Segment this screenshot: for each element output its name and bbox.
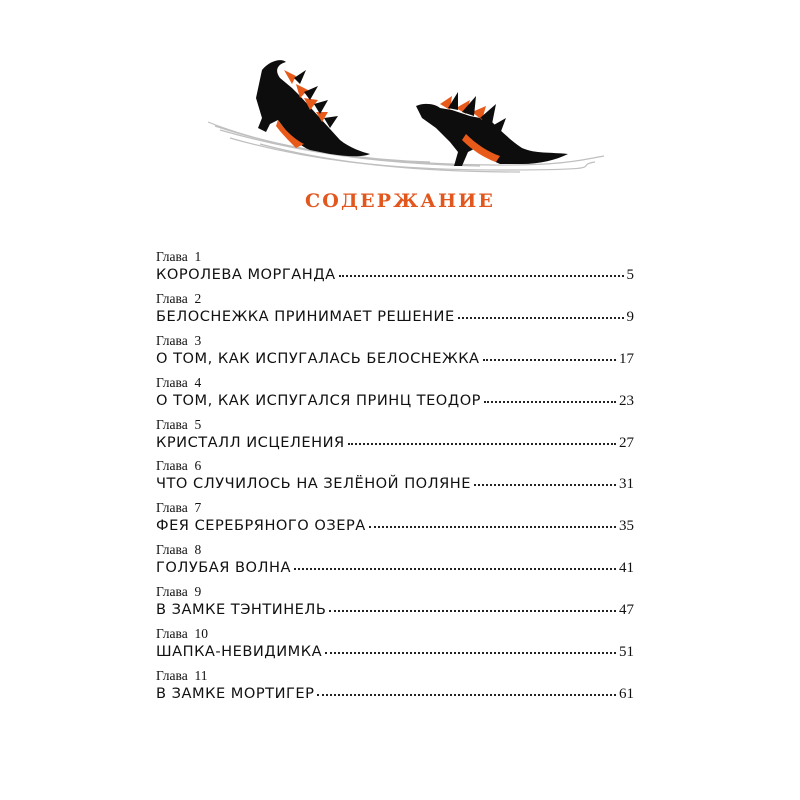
page-number: 61 (619, 685, 634, 702)
dot-leader (294, 568, 616, 570)
page-number: 41 (619, 560, 634, 577)
toc-entry[interactable] (156, 583, 634, 625)
chapter-label: Глава 4 (156, 374, 202, 390)
toc-entry[interactable] (156, 499, 634, 541)
chapter-label: Глава 6 (156, 458, 202, 474)
chapter-title: В ЗАМКЕ ТЭНТИНЕЛЬ (156, 601, 327, 619)
dot-leader (339, 275, 624, 277)
toc-entry[interactable] (156, 667, 634, 709)
chapter-label: Глава 3 (156, 332, 202, 348)
toc-entry[interactable] (156, 457, 634, 499)
toc-line (156, 391, 634, 411)
page-number: 23 (619, 392, 634, 409)
chapter-title: О ТОМ, КАК ИСПУГАЛАСЬ БЕЛОСНЕЖКА (156, 349, 480, 367)
toc-entry[interactable] (156, 248, 634, 290)
chapter-label: Глава 9 (156, 584, 202, 600)
chapter-label: Глава 11 (156, 667, 208, 683)
chapter-title: БЕЛОСНЕЖКА ПРИНИМАЕТ РЕШЕНИЕ (156, 307, 455, 325)
toc-line (156, 516, 634, 536)
page-number: 47 (619, 602, 634, 619)
page-number: 35 (619, 518, 634, 535)
dot-leader (325, 652, 616, 654)
chapter-title: ЧТО СЛУЧИЛОСЬ НА ЗЕЛЁНОЙ ПОЛЯНЕ (156, 475, 471, 493)
dot-leader (483, 359, 616, 361)
page-number: 5 (626, 267, 634, 283)
page-number: 51 (619, 644, 634, 661)
dot-leader (484, 401, 616, 403)
right-shoe (416, 92, 568, 166)
dot-leader (348, 443, 616, 445)
chapter-title: КРИСТАЛЛ ИСЦЕЛЕНИЯ (156, 433, 345, 451)
toc-line (156, 684, 634, 704)
chapter-title: ГОЛУБАЯ ВОЛНА (156, 559, 291, 577)
witch-shoes-illustration (200, 48, 610, 188)
toc-line (156, 349, 634, 369)
chapter-title: ФЕЯ СЕРЕБРЯНОГО ОЗЕРА (156, 517, 366, 535)
toc-entry[interactable] (156, 416, 634, 458)
chapter-label: Глава 10 (156, 626, 208, 642)
toc-line (156, 558, 634, 578)
chapter-title: О ТОМ, КАК ИСПУГАЛСЯ ПРИНЦ ТЕОДОР (156, 391, 481, 409)
page-title: СОДЕРЖАНИЕ (304, 190, 496, 212)
chapter-label: Глава 7 (156, 500, 202, 516)
dot-leader (317, 694, 616, 696)
chapter-title: КОРОЛЕВА МОРГАНДА (156, 266, 336, 283)
page-number: 9 (626, 308, 634, 325)
page-number: 27 (619, 434, 634, 451)
swoosh-lines (208, 122, 604, 172)
chapter-label: Глава 5 (156, 416, 202, 432)
chapter-title: В ЗАМКЕ МОРТИГЕР (156, 684, 315, 702)
toc-entry[interactable] (156, 541, 634, 583)
page-number: 17 (619, 350, 634, 367)
toc-entry[interactable] (156, 290, 634, 332)
dot-leader (458, 317, 624, 319)
toc-line (156, 265, 634, 285)
table-of-contents (156, 248, 634, 709)
dot-leader (369, 526, 616, 528)
chapter-label: Глава 8 (156, 542, 202, 558)
chapter-title: ШАПКА-НЕВИДИМКА (156, 643, 323, 661)
dot-leader (329, 610, 616, 612)
toc-line (156, 307, 634, 327)
toc-entry[interactable] (156, 374, 634, 416)
toc-line (156, 474, 634, 494)
dot-leader (474, 484, 616, 486)
chapter-label: Глава 1 (156, 249, 202, 264)
toc-line (156, 433, 634, 453)
toc-entry[interactable] (156, 332, 634, 374)
toc-line (156, 642, 634, 662)
toc-line (156, 600, 634, 620)
page-number: 31 (619, 476, 634, 493)
toc-entry[interactable] (156, 625, 634, 667)
chapter-label: Глава 2 (156, 290, 202, 306)
